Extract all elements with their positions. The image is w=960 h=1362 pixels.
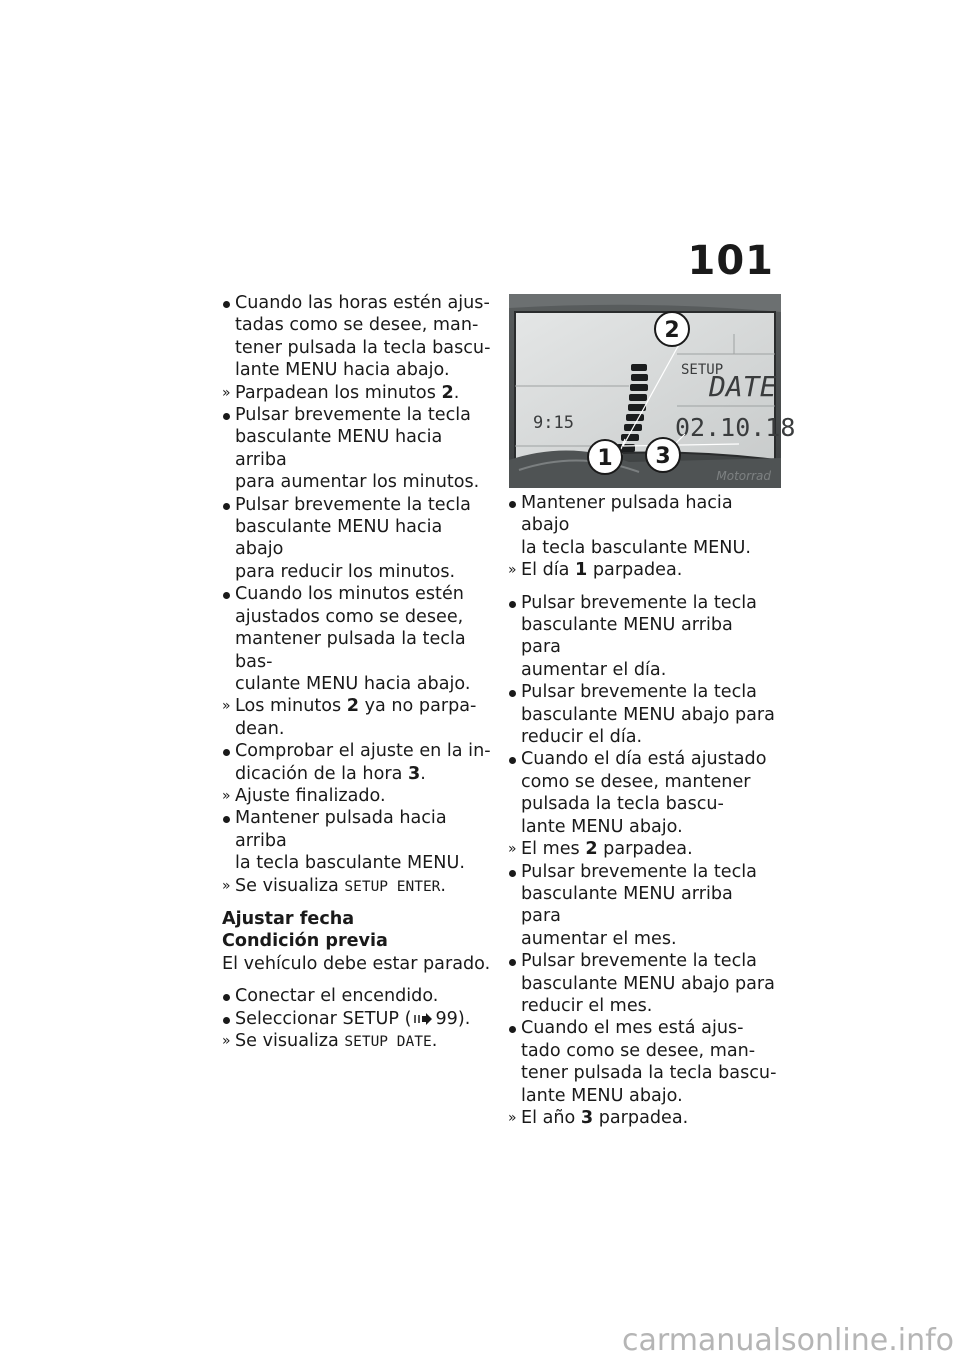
page-reference-arrow-icon: [414, 1013, 432, 1025]
instruction-item: Pulsar brevemente la tecla basculante MENU arriba para aumentar el día.: [521, 592, 757, 680]
display-time: 9:15: [533, 413, 574, 433]
svg-text:3: 3: [655, 444, 671, 469]
site-watermark: carmanualsonline.info: [622, 1323, 954, 1358]
instruction-item: Pulsar brevemente la tecla basculante MENU abajo para reducir el mes.: [521, 951, 775, 1016]
condition-text: El vehículo debe estar parado.: [222, 953, 491, 974]
instruction-item: Mantener pulsada hacia arriba la tecla basculante MENU.: [235, 808, 465, 874]
display-date-label: DATE: [709, 370, 777, 403]
result-item: » Se visualiza SETUP ENTER.: [222, 875, 446, 896]
section-heading: Ajustar fecha: [222, 908, 355, 929]
result-arrow-icon: »: [222, 877, 231, 894]
instruction-item: Mantener pulsada hacia abajo la tecla basculante MENU.: [521, 493, 751, 558]
instrument-display-photo: [509, 294, 796, 488]
subsection-heading: Condición previa: [222, 931, 388, 952]
result-item: » Parpadean los minutos 2.: [222, 382, 460, 403]
result-item: » Los minutos 2 ya no parpa- dean.: [222, 696, 477, 739]
result-item: » Se visualiza SETUP DATE.: [222, 1031, 438, 1051]
instruction-item: Cuando los minutos estén ajustados como se desee, mantener pulsada la tecla bas- culante MENU hacia abajo.: [235, 584, 471, 694]
result-arrow-icon: »: [508, 841, 517, 858]
svg-text:2: 2: [664, 318, 680, 343]
result-item: » El día 1 parpadea.: [508, 560, 683, 581]
instruction-item: Cuando el día está ajustado como se desee, mantener pulsada la tecla bascu- lante MENU abajo.: [521, 749, 767, 837]
instruction-item: Pulsar brevemente la tecla basculante MENU arriba para aumentar el mes.: [521, 861, 757, 949]
instruction-item: Pulsar brevemente la tecla basculante MENU hacia arriba para aumentar los minutos.: [235, 405, 480, 493]
callout-2: [655, 312, 689, 346]
callout-3: [646, 438, 680, 472]
instruction-item: Pulsar brevemente la tecla basculante MENU hacia abajo para reducir los minutos.: [235, 494, 471, 582]
result-arrow-icon: »: [508, 562, 517, 579]
result-item: » El mes 2 parpadea.: [508, 839, 693, 860]
instrument-cluster-figure: [509, 294, 796, 488]
result-arrow-icon: »: [222, 1033, 231, 1049]
callout-1: [588, 440, 622, 474]
instruction-item: Comprobar el ajuste en la in- dicación de la hora 3.: [235, 741, 491, 784]
instruction-item: Cuando las horas estén ajus- tadas como se desee, man- tener pulsada la tecla bascu- lante MENU hacia abajo.: [235, 293, 491, 381]
result-arrow-icon: »: [222, 787, 231, 804]
instruction-item: Seleccionar SETUP ( 99).: [235, 1008, 471, 1029]
instruction-item: Cuando el mes está ajus- tado como se desee, man- tener pulsada la tecla bascu- lante MENU abajo.: [521, 1018, 777, 1106]
instruction-item: Conectar el encendido.: [235, 986, 439, 1007]
display-setup-label: SETUP: [681, 362, 724, 378]
svg-text:1: 1: [597, 446, 613, 471]
instruction-item: Pulsar brevemente la tecla basculante MENU abajo para reducir el día.: [521, 682, 775, 748]
left-column: [222, 292, 492, 1053]
display-date-value: 02.10.18: [675, 413, 796, 442]
brand-watermark: Motorrad: [716, 469, 771, 483]
page-number: 101: [687, 238, 774, 284]
result-item: » El año 3 parpadea.: [508, 1107, 689, 1128]
result-arrow-icon: »: [222, 698, 231, 715]
result-item: » Ajuste finalizado.: [222, 785, 386, 806]
result-arrow-icon: »: [222, 384, 231, 401]
right-column: [508, 492, 778, 1129]
result-arrow-icon: »: [508, 1109, 517, 1126]
